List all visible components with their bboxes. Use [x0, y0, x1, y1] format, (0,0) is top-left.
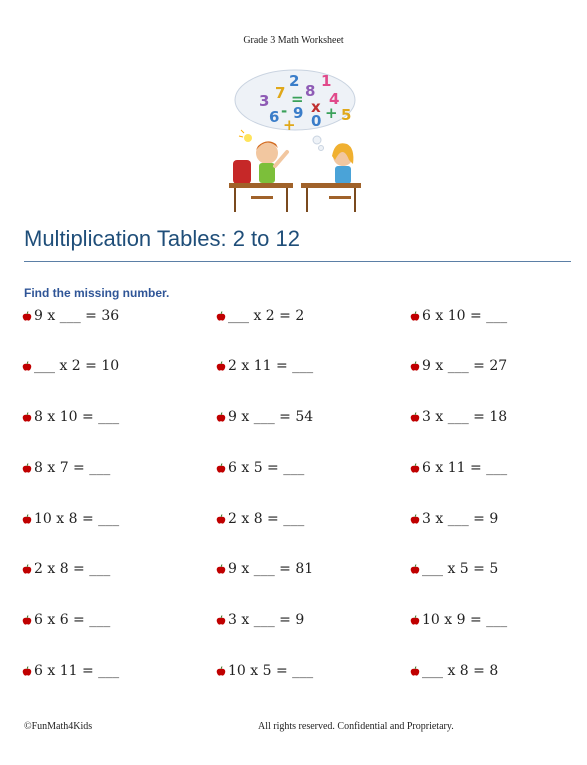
problem-item — [22, 558, 110, 580]
problem-item — [216, 558, 313, 580]
lightbulb-icon — [239, 130, 252, 142]
problem-item — [410, 355, 507, 377]
problem-item — [22, 355, 119, 377]
backpack — [233, 160, 251, 184]
apple-icon — [22, 412, 32, 423]
problem-text: 9 x ___ = 54 — [228, 409, 314, 425]
problem-item — [22, 305, 119, 327]
problem-item — [22, 406, 119, 428]
problem-item — [410, 305, 507, 327]
problem-item — [410, 406, 507, 428]
apple-icon — [216, 564, 226, 575]
problem-item — [216, 609, 304, 631]
apple-icon — [22, 666, 32, 677]
problem-text: 9 x ___ = 81 — [228, 561, 314, 577]
problem-item — [22, 457, 110, 479]
problem-item — [216, 508, 304, 530]
problem-text: ___ x 8 = 8 — [422, 663, 499, 679]
problem-text: 2 x 11 = ___ — [228, 358, 314, 374]
problem-item — [216, 355, 313, 377]
problem-text: 6 x 11 = ___ — [422, 460, 508, 476]
desks — [229, 183, 361, 212]
apple-icon — [216, 361, 226, 372]
cloud-digit: 3 — [259, 92, 270, 110]
problem-item — [410, 508, 498, 530]
problem-text: 6 x 5 = ___ — [228, 460, 305, 476]
title-divider — [24, 261, 571, 262]
worksheet-title: Multiplication Tables: 2 to 12 — [24, 226, 300, 251]
apple-icon — [410, 666, 420, 677]
cloud-digit: 6 — [269, 108, 280, 126]
cloud-operator: x — [311, 98, 321, 116]
worksheet-header-title: Grade 3 Math Worksheet — [243, 35, 344, 46]
apple-icon — [216, 615, 226, 626]
instruction-text: Find the missing number. — [24, 286, 170, 300]
problem-text: 3 x ___ = 9 — [228, 612, 305, 628]
apple-icon — [216, 463, 226, 474]
footer-copyright: ©FunMath4Kids — [24, 721, 93, 732]
kids-math-illustration — [225, 60, 365, 215]
apple-icon — [22, 564, 32, 575]
problem-item — [216, 660, 313, 682]
problem-text: 3 x ___ = 9 — [422, 511, 499, 527]
apple-icon — [22, 311, 32, 322]
apple-icon — [410, 615, 420, 626]
apple-icon — [22, 361, 32, 372]
cloud-digit: 9 — [293, 104, 304, 122]
problem-item — [22, 609, 110, 631]
apple-icon — [410, 463, 420, 474]
problem-text: 6 x 10 = ___ — [422, 308, 508, 324]
cloud-digit: 5 — [341, 106, 352, 124]
cloud-operator: + — [325, 104, 338, 122]
apple-icon — [216, 514, 226, 525]
footer-rights: All rights reserved. Confidential and Proprietary. — [258, 721, 454, 732]
cloud-digit: 2 — [289, 72, 300, 90]
problem-item — [410, 609, 507, 631]
problem-item — [22, 508, 119, 530]
problem-text: 6 x 6 = ___ — [34, 612, 111, 628]
problem-text: 3 x ___ = 18 — [422, 409, 508, 425]
cloud-digit: 4 — [329, 90, 340, 108]
cloud-operator: = — [291, 90, 304, 108]
problem-item — [410, 558, 498, 580]
problem-text: 10 x 9 = ___ — [422, 612, 508, 628]
problem-grid — [22, 305, 582, 695]
problem-text: 9 x ___ = 36 — [34, 308, 120, 324]
problem-text: ___ x 2 = 2 — [228, 308, 305, 324]
apple-icon — [410, 514, 420, 525]
apple-icon — [216, 412, 226, 423]
cloud-operator: - — [281, 102, 288, 120]
apple-icon — [410, 311, 420, 322]
apple-icon — [410, 564, 420, 575]
apple-icon — [410, 412, 420, 423]
problem-text: 10 x 8 = ___ — [34, 511, 120, 527]
apple-icon — [22, 463, 32, 474]
problem-text: 8 x 7 = ___ — [34, 460, 111, 476]
cloud-digit: 8 — [305, 82, 316, 100]
apple-icon — [22, 514, 32, 525]
problem-text: 2 x 8 = ___ — [228, 511, 305, 527]
problem-item — [216, 406, 313, 428]
problem-item — [22, 660, 119, 682]
cloud-digit: 7 — [275, 84, 286, 102]
apple-icon — [216, 311, 226, 322]
problem-item — [216, 305, 304, 327]
problem-text: 8 x 10 = ___ — [34, 409, 120, 425]
problem-item — [216, 457, 304, 479]
boy-figure — [256, 141, 287, 183]
problem-text: 10 x 5 = ___ — [228, 663, 314, 679]
problem-item — [410, 457, 507, 479]
problem-text: 2 x 8 = ___ — [34, 561, 111, 577]
problem-text: 9 x ___ = 27 — [422, 358, 508, 374]
girl-figure — [332, 143, 353, 184]
apple-icon — [216, 666, 226, 677]
cloud-digit: 1 — [321, 72, 332, 90]
problem-text: ___ x 5 = 5 — [422, 561, 499, 577]
cloud-operator: + — [283, 116, 296, 134]
problem-text: 6 x 11 = ___ — [34, 663, 120, 679]
cloud-digit: 0 — [311, 112, 322, 130]
problem-item — [410, 660, 498, 682]
apple-icon — [410, 361, 420, 372]
problem-text: ___ x 2 = 10 — [34, 358, 120, 374]
apple-icon — [22, 615, 32, 626]
